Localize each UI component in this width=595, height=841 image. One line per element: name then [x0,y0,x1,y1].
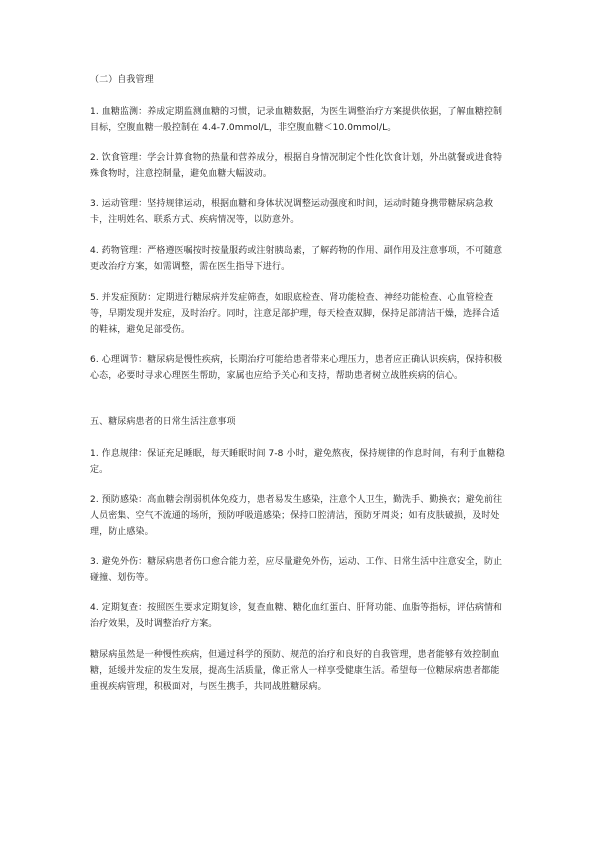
paragraph-exercise-management: 3. 运动管理：坚持规律运动，根据血糖和身体状况调整运动强度和时间，运动时随身携带糖尿病急救卡，注明姓名、联系方式、疾病情况等，以防意外。 [90,199,494,225]
paragraph-conclusion: 糖尿病虽然是一种慢性疾病，但通过科学的预防、规范的治疗和良好的自我管理，患者能够有效控制血糖，延缓并发症的发生发展，提高生活质量，像正常人一样享受健康生活。希望每一位糖尿病患者都能重视疾病管理，积极面对，与医生携手，共同战胜糖尿病。 [90,650,500,692]
paragraph-regular-schedule: 1. 作息规律：保证充足睡眠，每天睡眠时间 7-8 小时，避免熬夜，保持规律的作息时间，有利于血糖稳定。 [90,449,505,475]
paragraph-complication-prevention: 5. 并发症预防：定期进行糖尿病并发症筛查，如眼底检查、肾功能检查、神经功能检查、心血管检查等，早期发现并发症，及时治疗。同时，注意足部护理，每天检查双脚，保持足部清洁干燥，选择合适的鞋袜，避免足部受伤。 [90,293,500,335]
daily-life-heading: 五、糖尿病患者的日常生活注意事项 [90,417,236,427]
paragraph-psychological-adjustment: 6. 心理调节：糖尿病是慢性疾病，长期治疗可能给患者带来心理压力，患者应正确认识疾病，保持积极心态，必要时寻求心理医生帮助，家属也应给予关心和支持，帮助患者树立战胜疾病的信心。 [90,355,503,381]
paragraph-blood-glucose-monitoring: 1. 血糖监测：养成定期监测血糖的习惯，记录血糖数据，为医生调整治疗方案提供依据，了解血糖控制目标，空腹血糖一般控制在 4.4-7.0mmol/L，非空腹血糖＜10.0mmol/L。 [90,107,503,133]
paragraph-diet-management: 2. 饮食管理：学会计算食物的热量和营养成分，根据自身情况制定个性化饮食计划，外出就餐或进食特殊食物时，注意控制量，避免血糖大幅波动。 [90,153,503,179]
paragraph-regular-checkup: 4. 定期复查：按照医生要求定期复诊，复查血糖、糖化血红蛋白、肝肾功能、血脂等指标，评估病情和治疗效果，及时调整治疗方案。 [90,603,503,629]
paragraph-medication-management: 4. 药物管理：严格遵医嘱按时按量服药或注射胰岛素，了解药物的作用、副作用及注意事项，不可随意更改治疗方案，如需调整，需在医生指导下进行。 [90,246,503,272]
paragraph-infection-prevention: 2. 预防感染：高血糖会削弱机体免疫力，患者易发生感染，注意个人卫生，勤洗手、勤换衣；避免前往人员密集、空气不流通的场所，预防呼吸道感染；保持口腔清洁，预防牙周炎；如有皮肤破损，及时处理，防止感染。 [90,495,503,537]
self-management-heading: （二）自我管理 [90,75,154,85]
paragraph-injury-avoidance: 3. 避免外伤：糖尿病患者伤口愈合能力差，应尽量避免外伤，运动、工作、日常生活中注意安全，防止碰撞、划伤等。 [90,557,503,583]
